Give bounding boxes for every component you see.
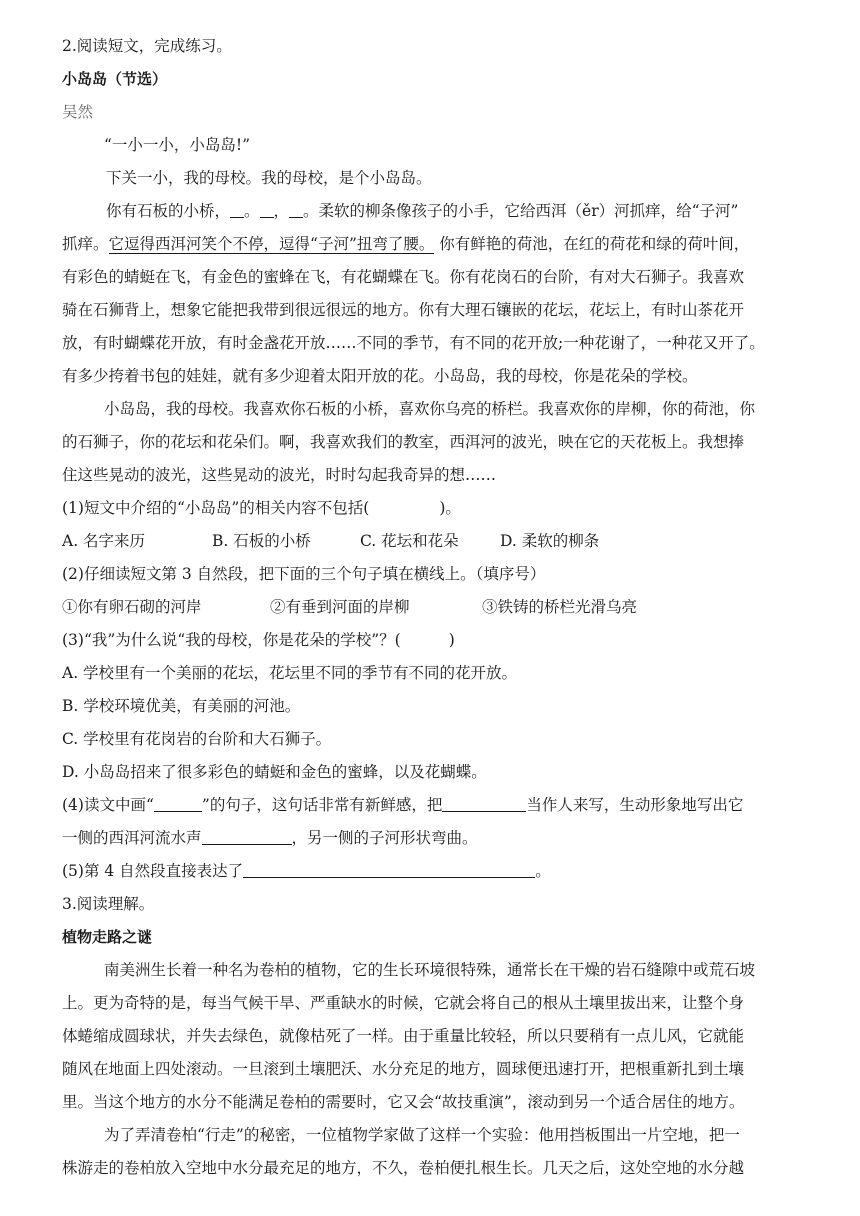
text-span: 抓痒。 bbox=[62, 235, 109, 253]
text-span: 你有石板的小桥， bbox=[106, 202, 231, 220]
question-3-heading: 3.阅读理解。 bbox=[62, 895, 155, 913]
sub-question-5 bbox=[62, 855, 838, 888]
choice-2: ②有垂到河面的岸柳 bbox=[270, 598, 410, 616]
paragraph-4-line-2: 的石狮子，你的花坛和花朵们。啊，我喜欢我们的教室，西洱河的波光，映在它的天花板上。我想捧 bbox=[62, 433, 745, 451]
paragraph-4-line-3: 住这些晃动的波光，这些晃动的波光，时时勾起我奇异的想…… bbox=[62, 466, 497, 484]
choice-3: ③铁铸的桥栏光滑乌亮 bbox=[482, 598, 638, 616]
passage-title: 小岛岛（节选） bbox=[62, 70, 168, 88]
text-span: (1)短文中介绍的“小岛岛”的相关内容不包括( bbox=[62, 499, 370, 517]
text-span: 当作人来写，生动形象地写出它 bbox=[526, 796, 744, 814]
paragraph-3-line-2 bbox=[62, 228, 838, 261]
text-span: (3)“我”为什么说“我的母校，你是花朵的学校”？( bbox=[62, 631, 401, 649]
text-span: 。柔软的柳条像孩子的小手，它给西洱（ěr）河抓痒，给“子河” bbox=[303, 202, 739, 220]
q3-paragraph-2-line-1: 为了弄清卷柏“行走”的秘密，一位植物学家做了这样一个实验：他用挡板围出一片空地，把一 bbox=[104, 1126, 740, 1144]
paragraph-4-line-1: 小岛岛，我的母校。我喜欢你石板的小桥，喜欢你乌亮的桥栏。我喜欢你的岸柳，你的荷池，你 bbox=[104, 400, 756, 418]
text-span: (5)第 4 自然段直接表达了 bbox=[62, 862, 244, 880]
text-span: (4)读文中画“ bbox=[62, 796, 154, 814]
option-b[interactable]: B. 石板的小桥 bbox=[212, 532, 311, 550]
worksheet-page bbox=[62, 30, 838, 1185]
q3-paragraph-1-line-3: 体蜷缩成圆球状，并失去绿色，就像枯死了一样。由于重量比较轻，所以只要稍有一点儿风，它就能 bbox=[62, 1027, 745, 1045]
paragraph-3-line-6: 有多少挎着书包的娃娃，就有多少迎着太阳开放的花。小岛岛，我的母校，你是花朵的学校。 bbox=[62, 367, 698, 385]
text-span: )。 bbox=[439, 499, 461, 517]
underline-sample bbox=[154, 795, 202, 812]
fill-blank-1[interactable] bbox=[230, 199, 244, 218]
question-2-heading: 2.阅读短文，完成练习。 bbox=[62, 37, 232, 55]
paragraph-3-line-4: 骑在石狮背上，想象它能把我带到很远很远的地方。你有大理石镶嵌的花坛，花坛上，有时山茶花开 bbox=[62, 301, 745, 319]
fill-blank-4[interactable] bbox=[442, 793, 526, 812]
underlined-sentence: 它逗得西洱河笑个不停，逗得“子河”扭弯了腰。 bbox=[108, 235, 435, 253]
sub-question-3 bbox=[62, 624, 838, 657]
text-span: ，另一侧的子河形状弯曲。 bbox=[291, 829, 478, 847]
fill-blank-3[interactable] bbox=[289, 199, 303, 218]
sub-question-1 bbox=[62, 492, 838, 525]
paragraph-3-line-5: 放，有时蝴蝶花开放，有时金盏花开放……不同的季节，有不同的花开放;一种花谢了，一种花又开了。 bbox=[62, 334, 765, 352]
passage-author: 吴然 bbox=[62, 103, 94, 121]
paragraph-3-line-3: 有彩色的蜻蜓在飞，有金色的蜜蜂在飞，有花蝴蝶在飞。你有花岗石的台阶，有对大石狮子。我喜欢 bbox=[62, 268, 745, 286]
option-a[interactable]: A. 名字来历 bbox=[62, 532, 146, 550]
fill-blank-6[interactable] bbox=[243, 859, 535, 878]
sub-question-1-options bbox=[62, 525, 838, 558]
paragraph-3-line-1 bbox=[62, 195, 838, 228]
text-span: ”的句子，这句话非常有新鲜感，把 bbox=[201, 796, 443, 814]
q3-paragraph-1-line-1: 南美洲生长着一种名为卷柏的植物，它的生长环境很特殊，通常长在干燥的岩石缝隙中或荒石坡 bbox=[104, 961, 756, 979]
text-span: 你有鲜艳的荷池，在红的荷花和绿的荷叶间， bbox=[434, 235, 750, 253]
fill-blank-5[interactable] bbox=[202, 826, 292, 845]
option-c[interactable]: C. 花坛和花朵 bbox=[360, 532, 459, 550]
sub-question-2: (2)仔细读短文第 3 自然段，把下面的三个句子填在横线上。（填序号） bbox=[62, 565, 546, 583]
option-d[interactable]: D. 柔软的柳条 bbox=[500, 532, 600, 550]
text-span: 。 bbox=[244, 202, 260, 220]
paragraph-1: “一小一小，小岛岛!” bbox=[104, 136, 251, 154]
sub-question-4-line-1 bbox=[62, 789, 838, 822]
text-span: 。 bbox=[535, 862, 551, 880]
sub-question-3-option-b[interactable]: B. 学校环境优美，有美丽的河池。 bbox=[62, 697, 301, 715]
passage-2-title: 植物走路之谜 bbox=[62, 928, 153, 946]
text-span: 一侧的西洱河流水声 bbox=[62, 829, 202, 847]
q3-paragraph-1-line-5: 里。当这个地方的水分不能满足卷柏的需要时，它又会“故技重演”，滚动到另一个适合居住的地方。 bbox=[62, 1093, 745, 1111]
q3-paragraph-1-line-4: 随风在地面上四处滚动。一旦滚到土壤肥沃、水分充足的地方，圆球便迅速打开，把根重新扎到土壤 bbox=[62, 1060, 745, 1078]
text-span: ， bbox=[273, 202, 290, 220]
q3-paragraph-1-line-2: 上。更为奇特的是，每当气候干旱、严重缺水的时候，它就会将自己的根从土壤里拔出来，让整个身 bbox=[62, 994, 745, 1012]
fill-blank-2[interactable] bbox=[260, 199, 274, 218]
text-span: ) bbox=[448, 631, 455, 649]
sub-question-3-option-c[interactable]: C. 学校里有花岗岩的台阶和大石狮子。 bbox=[62, 730, 332, 748]
paragraph-2: 下关一小，我的母校。我的母校，是个小岛岛。 bbox=[106, 169, 432, 187]
sub-question-4-line-2 bbox=[62, 822, 838, 855]
choice-1: ①你有卵石砌的河岸 bbox=[62, 598, 202, 616]
sub-question-3-option-a[interactable]: A. 学校里有一个美丽的花坛，花坛里不同的季节有不同的花开放。 bbox=[62, 664, 518, 682]
q3-paragraph-2-line-2: 株游走的卷柏放入空地中水分最充足的地方，不久，卷柏便扎根生长。几天之后，这处空地的水分越 bbox=[62, 1159, 745, 1177]
sub-question-2-choices bbox=[62, 591, 838, 624]
sub-question-3-option-d[interactable]: D. 小岛岛招来了很多彩色的蜻蜓和金色的蜜蜂，以及花蝴蝶。 bbox=[62, 763, 487, 781]
